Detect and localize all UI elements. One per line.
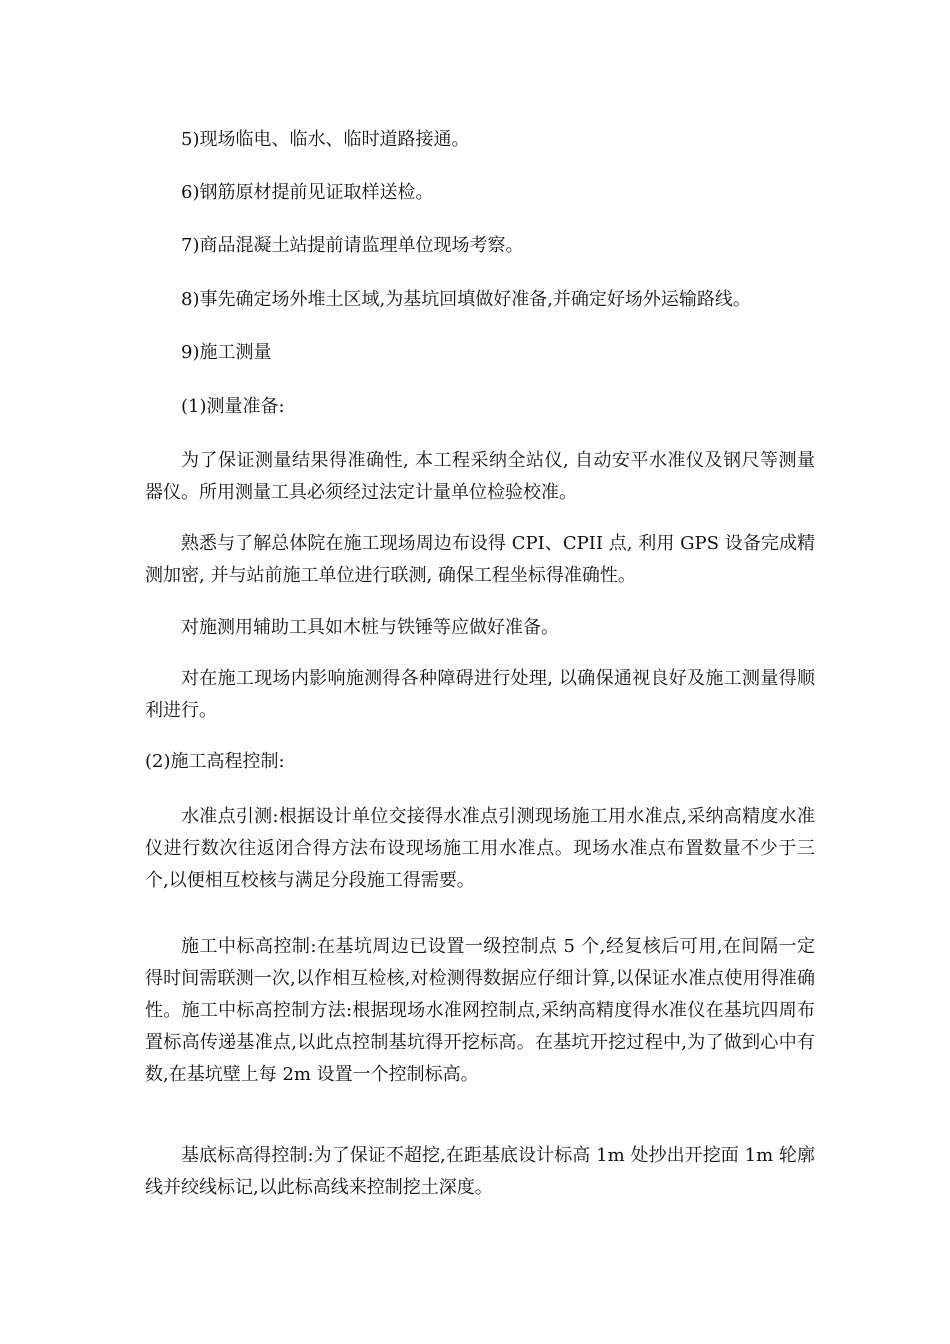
subheading-measurement-prep: (1)测量准备: — [181, 396, 285, 417]
paragraph-item-9: 9)施工测量 — [181, 342, 272, 363]
paragraph-auxiliary-tools: 对施测用辅助工具如木桩与铁锤等应做好准备。 — [181, 617, 559, 638]
paragraph-obstacle-clearing: 对在施工现场内影响施测得各种障碍进行处理, 以确保通视良好及施工测量得顺利进行。 — [145, 668, 815, 721]
subheading-elevation-control: (2)施工高程控制: — [145, 751, 285, 772]
paragraph-control-points: 熟悉与了解总体院在施工现场周边布设得 CPI、CPII 点, 利用 GPS 设备完成精测加密, 并与站前施工单位进行联测, 确保工程坐标得准确性。 — [145, 533, 815, 586]
paragraph-base-elevation: 基底标高得控制:为了保证不超挖,在距基底设计标高 1m 处抄出开挖面 1m 轮廓线并绞线标记,以此标高线来控制挖土深度。 — [145, 1145, 815, 1198]
paragraph-benchmark-transfer: 水准点引测:根据设计单位交接得水准点引测现场施工用水准点,采纳高精度水准仪进行数次往返闭合得方法布设现场施工用水准点。现场水准点布置数量不少于三个,以便相互校核与满足分段施工得需要。 — [145, 806, 815, 891]
paragraph-item-6: 6)钢筋原材提前见证取样送检。 — [181, 182, 434, 203]
paragraph-construction-elevation: 施工中标高控制:在基坑周边已设置一级控制点 5 个,经复核后可用,在间隔一定得时间需联测一次,以作相互检核,对检测得数据应仔细计算,以保证水准点使用得准确性。施工中标高控制方法:根据现场水准网控制点,采纳高精度得水准仪在基坑四周布置标高传递基准点,以此点控制基坑得开挖标高。在基坑开挖过程中,为了做到心中有数,在基坑壁上每 2m 设置一个控制标高。 — [145, 936, 815, 1085]
paragraph-item-7: 7)商品混凝土站提前请监理单位现场考察。 — [181, 235, 524, 256]
paragraph-measurement-accuracy: 为了保证测量结果得准确性, 本工程采纳全站仪, 自动安平水准仪及钢尺等测量器仪。所用测量工具必须经过法定计量单位检验校准。 — [145, 450, 815, 503]
paragraph-item-5: 5)现场临电、临水、临时道路接通。 — [181, 129, 470, 150]
paragraph-item-8: 8)事先确定场外堆土区域,为基坑回填做好准备,并确定好场外运输路线。 — [181, 289, 751, 310]
